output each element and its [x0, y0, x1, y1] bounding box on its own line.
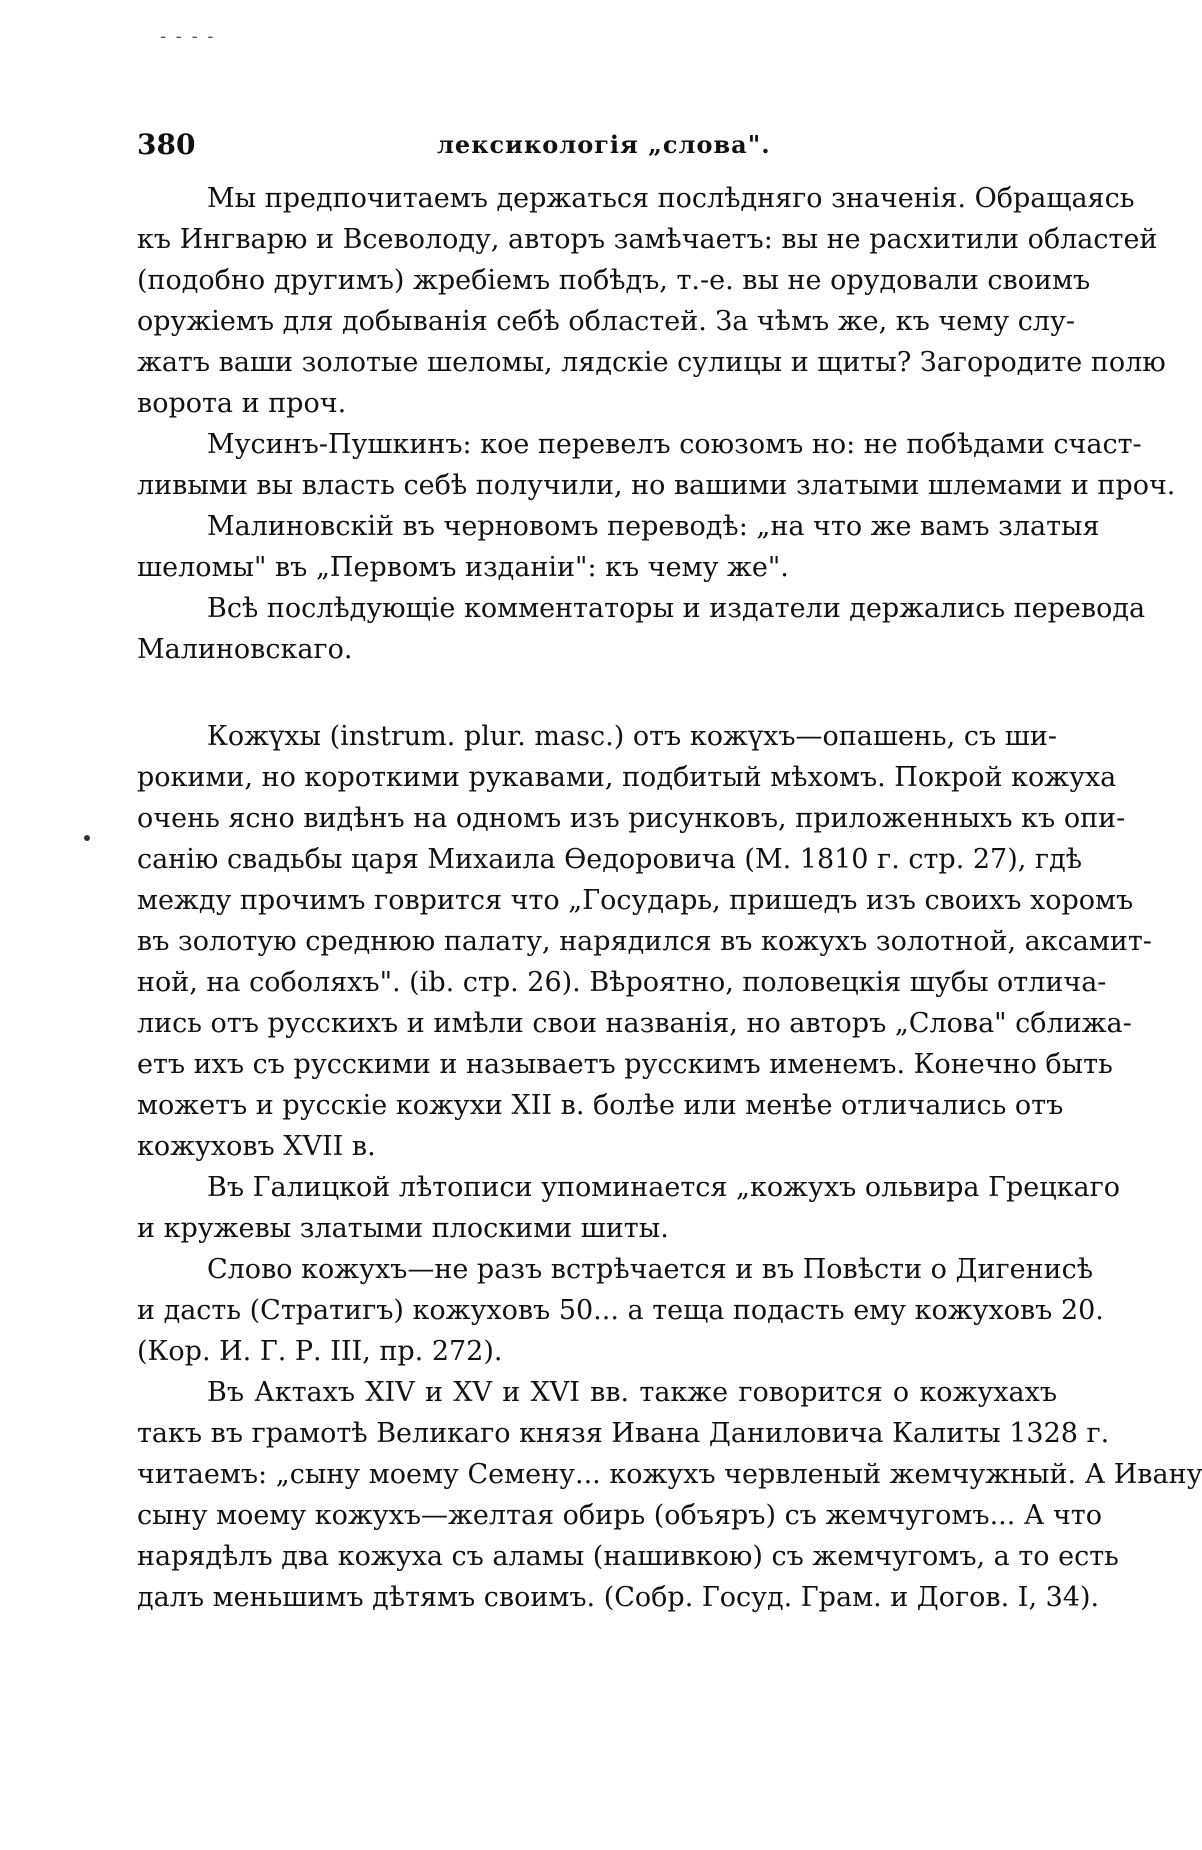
page-header	[137, 128, 1032, 168]
text-line: и дасть (Стратигъ) кожуховъ 50... а теща подасть ему кожуховъ 20.	[137, 1295, 1104, 1326]
text-line: Малиновскій въ черновомъ переводѣ: „на что же вамъ златыя	[207, 511, 1100, 542]
text-line: шеломы" въ „Первомъ изданіи": къ чему же".	[137, 552, 789, 583]
text-line: очень ясно видѣнъ на одномъ изъ рисунковъ, приложенныхъ къ опи-	[137, 803, 1126, 834]
text-line: Малиновскаго.	[137, 634, 353, 665]
text-line: лись отъ русскихъ и имѣли свои названія, но авторъ „Слова" сближа-	[137, 1008, 1132, 1039]
text-line: такъ въ грамотѣ Великаго князя Ивана Даниловича Калиты 1328 г.	[137, 1418, 1110, 1449]
page-body	[137, 178, 1202, 1618]
text-line: далъ меньшимъ дѣтямъ своимъ. (Собр. Госуд. Грам. и Догов. I, 34).	[137, 1582, 1100, 1613]
text-line: ливыми вы власть себѣ получили, но вашими златыми шлемами и проч.	[137, 470, 1176, 501]
text-line: етъ ихъ съ русскими и называетъ русскимъ именемъ. Конечно быть	[137, 1049, 1113, 1080]
text-line: къ Ингварю и Всеволоду, авторъ замѣчаетъ: вы не расхитили областей	[137, 224, 1158, 255]
margin-dot	[84, 835, 90, 841]
text-line: сыну моему кожухъ—желтая обирь (объяръ) съ жемчугомъ... А что	[137, 1500, 1102, 1531]
top-marks: - - - -	[160, 26, 216, 47]
text-line: и кружевы златыми плоскими шиты.	[137, 1213, 669, 1244]
text-line: санію свадьбы царя Михаила Ѳедоровича (М. 1810 г. стр. 27), гдѣ	[137, 844, 1082, 875]
text-line: жатъ ваши золотые шеломы, лядскіе сулицы и щиты? Загородите полю	[137, 347, 1166, 378]
text-line: (подобно другимъ) жребіемъ побѣдъ, т.-е. вы не орудовали своимъ	[137, 265, 1091, 296]
text-line: Въ Галицкой лѣтописи упоминается „кожухъ ольвира Грецкаго	[207, 1172, 1120, 1203]
text-line: (Кор. И. Г. Р. III, пр. 272).	[137, 1336, 503, 1367]
page-number: 380	[137, 128, 196, 161]
text-line: нарядѣлъ два кожуха съ аламы (нашивкою) съ жемчугомъ, а то есть	[137, 1541, 1119, 1572]
paragraph-gap	[137, 670, 1057, 716]
text-line: Всѣ послѣдующіе комментаторы и издатели держались перевода	[207, 593, 1146, 624]
text-line: въ золотую среднюю палату, нарядился въ кожухъ золотной, аксамит-	[137, 926, 1152, 957]
text-line: между прочимъ говрится что „Государь, пришедъ изъ своихъ хоромъ	[137, 885, 1134, 916]
text-line: Слово кожухъ—не разъ встрѣчается и въ Повѣсти о Дигенисѣ	[207, 1254, 1093, 1285]
text-line: оружіемъ для добыванія себѣ областей. За чѣмъ же, къ чему слу-	[137, 306, 1075, 337]
text-line: можетъ и русскіе кожухи XII в. болѣе или менѣе отличались отъ	[137, 1090, 1064, 1121]
text-line: Въ Актахъ XIV и XV и XVI вв. также говорится о кожухахъ	[207, 1377, 1057, 1408]
text-line: ворота и проч.	[137, 388, 347, 419]
text-line: Мусинъ-Пушкинъ: кое перевелъ союзомъ но: не побѣдами счаст-	[207, 429, 1142, 460]
running-title: лексикологія „слова".	[437, 130, 771, 159]
text-line: Кожүхы (instrum. plur. masc.) отъ кожүхъ—опашень, съ ши-	[207, 721, 1057, 752]
text-line: Мы предпочитаемъ держаться послѣдняго значенія. Обращаясь	[207, 183, 1135, 214]
text-line: читаемъ: „сыну моему Семену... кожухъ червленый жемчужный. А Ивану	[137, 1459, 1202, 1490]
text-line: ной, на соболяхъ". (ib. стр. 26). Вѣроятно, половецкія шубы отлича-	[137, 967, 1107, 998]
text-line: кожуховъ XVII в.	[137, 1131, 376, 1162]
text-line: рокими, но короткими рукавами, подбитый мѣхомъ. Покрой кожуха	[137, 762, 1117, 793]
